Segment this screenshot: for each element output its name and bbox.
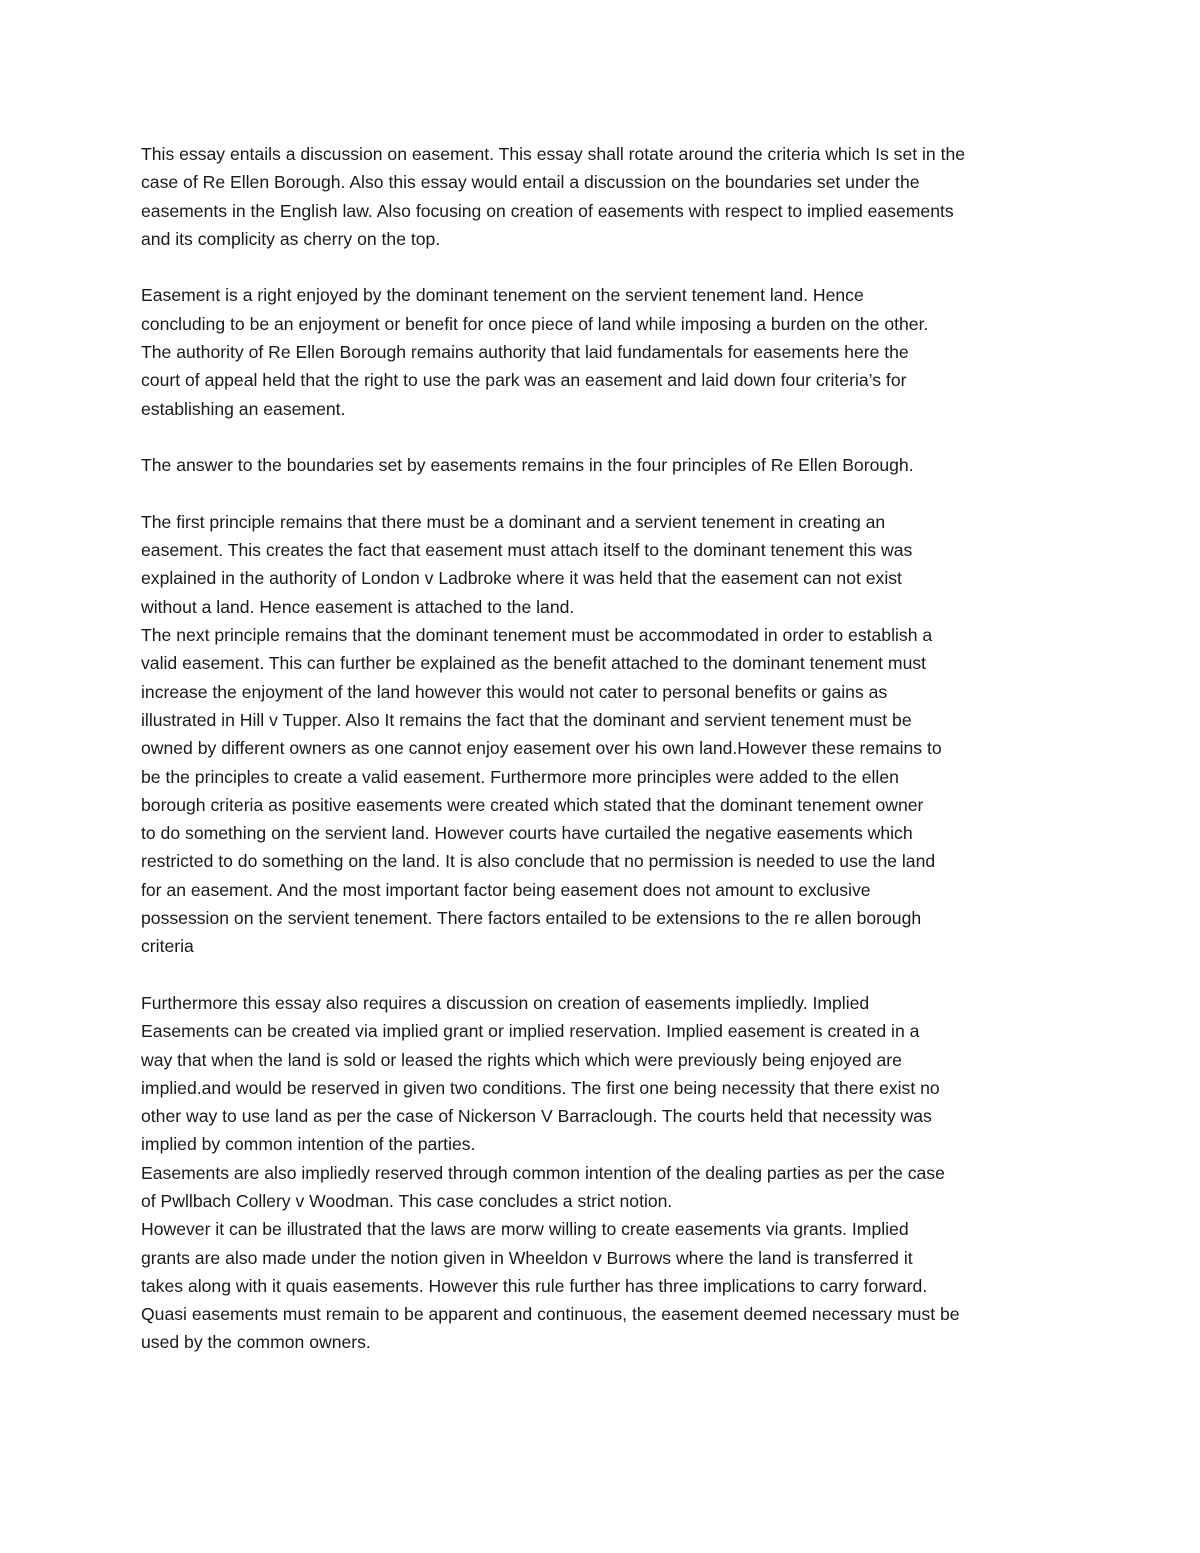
text-line: restricted to do something on the land. It is also conclude that no permission is needed to use the land — [141, 851, 936, 872]
text-line: be the principles to create a valid easement. Furthermore more principles were added to the ellen — [141, 766, 899, 787]
text-line: case of Re Ellen Borough. Also this essay would entail a discussion on the boundaries set under the — [141, 172, 920, 193]
text-line: Easements are also impliedly reserved through common intention of the dealing parties as per the case — [141, 1162, 945, 1183]
paragraph-gap — [141, 423, 1081, 451]
text-line: court of appeal held that the right to use the park was an easement and laid down four criteria’s for — [141, 370, 907, 391]
text-line: Quasi easements must remain to be apparent and continuous, the easement deemed necessary must be — [141, 1304, 960, 1325]
text-line: This essay entails a discussion on easement. This essay shall rotate around the criteria which Is set in the — [141, 144, 966, 164]
paragraph-gap — [141, 480, 1081, 508]
text-line: and its complicity as cherry on the top. — [141, 228, 441, 249]
paragraph-gap — [141, 961, 1081, 989]
paragraph-definition — [141, 281, 1081, 422]
text-line: The answer to the boundaries set by easements remains in the four principles of Re Ellen Borough. — [141, 455, 914, 476]
paragraph-gap — [141, 253, 1081, 281]
text-line: establishing an easement. — [141, 398, 346, 419]
text-line: illustrated in Hill v Tupper. Also It remains the fact that the dominant and servient tenement must be — [141, 709, 912, 730]
text-line: for an easement. And the most important factor being easement does not amount to exclusive — [141, 879, 871, 900]
text-line: to do something on the servient land. However courts have curtailed the negative easements which — [141, 823, 913, 844]
text-line: valid easement. This can further be explained as the benefit attached to the dominant tenement must — [141, 653, 927, 674]
text-line: takes along with it quais easements. However this rule further has three implications to carry forward. — [141, 1275, 928, 1296]
essay-body — [141, 140, 1081, 1357]
text-line: The next principle remains that the dominant tenement must be accommodated in order to establish a — [141, 625, 933, 646]
text-line: owned by different owners as one cannot enjoy easement over his own land.However these remains to — [141, 738, 942, 759]
text-line: criteria — [141, 936, 194, 957]
text-line: implied.and would be reserved in given two conditions. The first one being necessity that there exist no — [141, 1077, 940, 1098]
text-line: possession on the servient tenement. There factors entailed to be extensions to the re allen borough — [141, 908, 922, 929]
paragraph-implied-easements — [141, 989, 1081, 1357]
paragraph-principles — [141, 508, 1081, 961]
text-line: of Pwllbach Collery v Woodman. This case concludes a strict notion. — [141, 1190, 673, 1211]
text-line: borough criteria as positive easements were created which stated that the dominant tenement owner — [141, 794, 924, 815]
text-line: other way to use land as per the case of Nickerson V Barraclough. The courts held that necessity was — [141, 1106, 932, 1127]
text-line: used by the common owners. — [141, 1332, 371, 1353]
text-line: easements in the English law. Also focusing on creation of easements with respect to implied easements — [141, 200, 954, 221]
text-line: However it can be illustrated that the laws are morw willing to create easements via grants. Implied — [141, 1219, 909, 1240]
text-line: easement. This creates the fact that easement must attach itself to the dominant tenement this was — [141, 540, 913, 561]
text-line: grants are also made under the notion given in Wheeldon v Burrows where the land is transferred it — [141, 1247, 913, 1268]
text-line: Furthermore this essay also requires a discussion on creation of easements impliedly. Implied — [141, 992, 870, 1013]
text-line: The first principle remains that there must be a dominant and a servient tenement in creating an — [141, 511, 886, 532]
text-line: Easements can be created via implied grant or implied reservation. Implied easement is created in a — [141, 1021, 920, 1042]
text-line: without a land. Hence easement is attached to the land. — [141, 596, 575, 617]
text-line: concluding to be an enjoyment or benefit for once piece of land while imposing a burden on the other. — [141, 313, 929, 334]
paragraph-intro — [141, 140, 1081, 253]
paragraph-boundaries — [141, 451, 1081, 479]
text-line: way that when the land is sold or leased the rights which which were previously being enjoyed are — [141, 1049, 902, 1070]
text-line: explained in the authority of London v Ladbroke where it was held that the easement can not exist — [141, 568, 902, 589]
text-line: increase the enjoyment of the land however this would not cater to personal benefits or gains as — [141, 681, 888, 702]
text-line: Easement is a right enjoyed by the dominant tenement on the servient tenement land. Hence — [141, 285, 864, 306]
text-line: The authority of Re Ellen Borough remains authority that laid fundamentals for easements here the — [141, 342, 909, 363]
text-line: implied by common intention of the parties. — [141, 1134, 476, 1155]
